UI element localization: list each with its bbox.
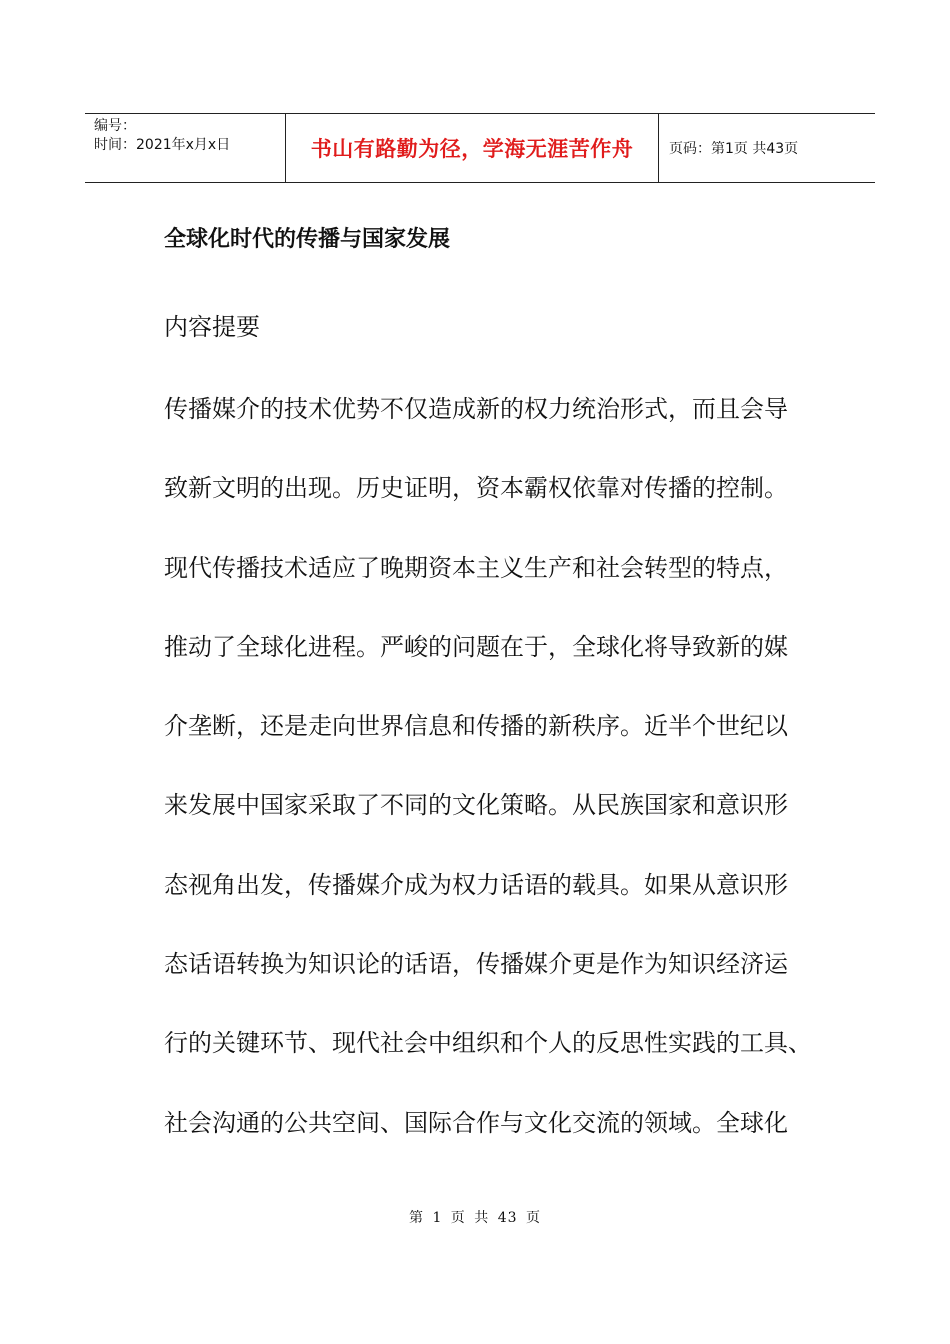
header-meta-cell [85,114,286,182]
body-line: 态视角出发，传播媒介成为权力话语的载具。如果从意识形 [164,870,788,899]
document-time-label: 时间：2021年x月x日 [94,137,231,153]
body-line: 态话语转换为知识论的话语，传播媒介更是作为知识经济运 [164,950,788,979]
body-line: 社会沟通的公共空间、国际合作与文化交流的领域。全球化 [164,1108,788,1137]
abstract-body [164,393,812,1186]
body-line: 行的关键环节、现代社会中组织和个人的反思性实践的工具、 [164,1029,812,1058]
document-number-label: 编号： [94,118,136,134]
body-line: 介垄断，还是走向世界信息和传播的新秩序。近半个世纪以 [164,712,788,741]
body-line: 致新文明的出现。历史证明，资本霸权依靠对传播的控制。 [164,474,788,503]
abstract-heading: 内容提要 [164,313,260,341]
page-footer: 第 1 页 共 43 页 [409,1210,541,1226]
header-page-info: 页码：第1页 共43页 [669,141,799,157]
header-motto: 书山有路勤为径，学海无涯苦作舟 [310,137,634,161]
header-motto-cell [286,114,659,182]
body-line: 传播媒介的技术优势不仅造成新的权力统治形式，而且会导 [164,395,788,423]
header-page-cell [659,114,875,182]
body-line: 推动了全球化进程。严峻的问题在于，全球化将导致新的媒 [164,632,788,661]
document-title: 全球化时代的传播与国家发展 [164,227,451,252]
body-line: 现代传播技术适应了晚期资本主义生产和社会转型的特点， [164,553,788,582]
page-header [85,113,875,183]
body-line: 来发展中国家采取了不同的文化策略。从民族国家和意识形 [164,791,788,820]
